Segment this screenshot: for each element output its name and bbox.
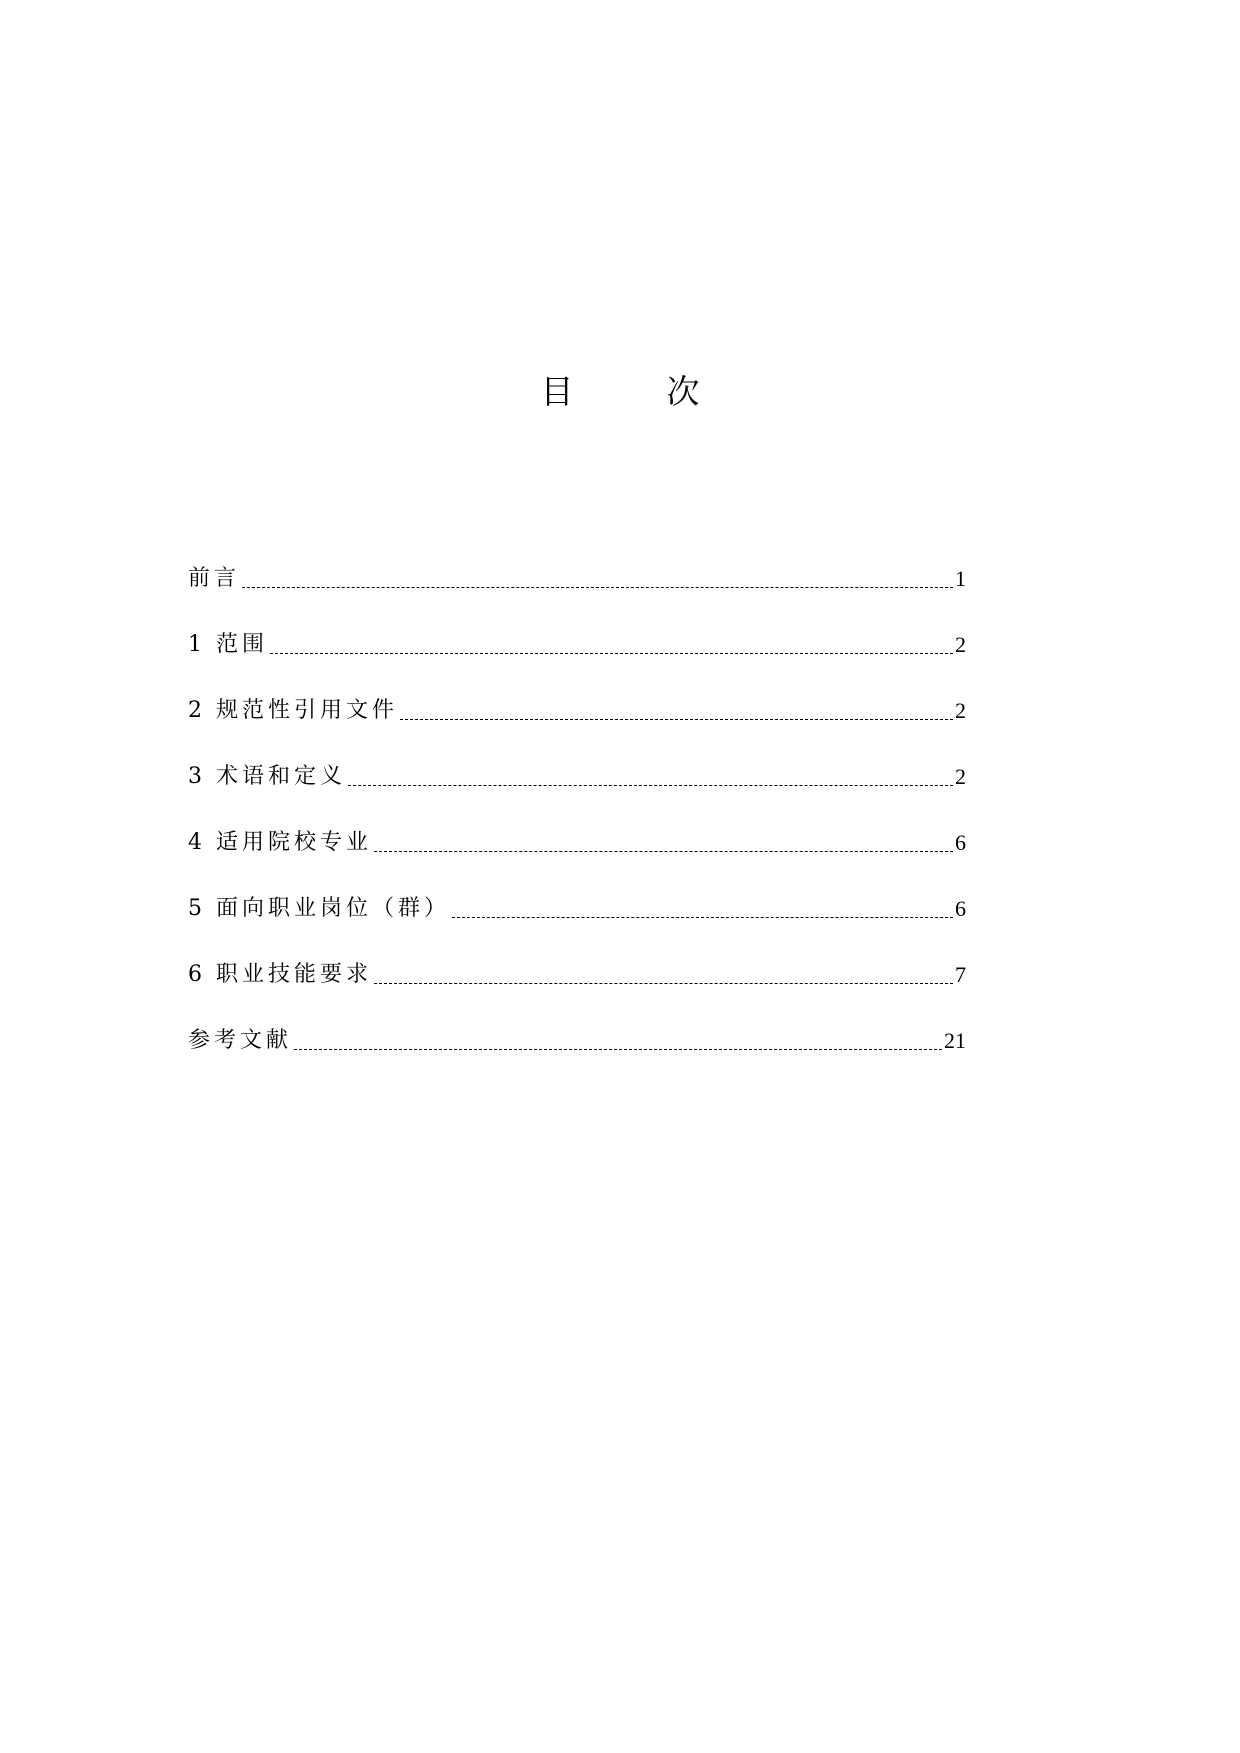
toc-leader (348, 785, 953, 786)
toc-entry-label: 术语和定义 (216, 764, 347, 789)
toc-leader (374, 851, 953, 852)
toc-entry-page: 21 (944, 1028, 966, 1053)
toc-entry-page: 2 (955, 632, 966, 657)
toc-leader (452, 917, 953, 918)
toc-entry-scope[interactable] (188, 594, 966, 660)
toc-entry-number: 5 (188, 896, 202, 921)
toc-entry-label: 适用院校专业 (216, 830, 373, 855)
toc-entry-label: 规范性引用文件 (216, 698, 399, 723)
toc-list (188, 528, 966, 1056)
toc-entry-page: 2 (955, 698, 966, 723)
toc-leader (374, 983, 953, 984)
toc-entry-applicable-majors[interactable] (188, 792, 966, 858)
toc-entry-job-positions[interactable] (188, 858, 966, 924)
toc-entry-number: 4 (188, 830, 202, 855)
toc-entry-number: 2 (188, 698, 202, 723)
toc-leader (242, 587, 953, 588)
toc-leader (270, 653, 953, 654)
toc-entry-number: 3 (188, 764, 202, 789)
toc-entry-page: 7 (955, 962, 966, 987)
toc-entry-bibliography[interactable] (188, 990, 966, 1056)
toc-entry-page: 6 (955, 830, 966, 855)
toc-entry-label: 面向职业岗位（群） (216, 896, 451, 921)
toc-entry-page: 1 (955, 566, 966, 591)
toc-entry-preface[interactable] (188, 528, 966, 594)
toc-leader (400, 719, 953, 720)
toc-entry-skill-requirements[interactable] (188, 924, 966, 990)
toc-entry-label: 范围 (216, 632, 269, 657)
toc-entry-page: 6 (955, 896, 966, 921)
toc-entry-page: 2 (955, 764, 966, 789)
toc-entry-number: 1 (188, 632, 202, 657)
toc-entry-normative-references[interactable] (188, 660, 966, 726)
toc-entry-terms-definitions[interactable] (188, 726, 966, 792)
toc-entry-label: 前言 (188, 566, 241, 591)
toc-title: 目 次 (540, 372, 730, 411)
toc-leader (294, 1049, 942, 1050)
toc-entry-label: 参考文献 (188, 1028, 293, 1053)
toc-entry-label: 职业技能要求 (216, 962, 373, 987)
toc-entry-number: 6 (188, 962, 202, 987)
